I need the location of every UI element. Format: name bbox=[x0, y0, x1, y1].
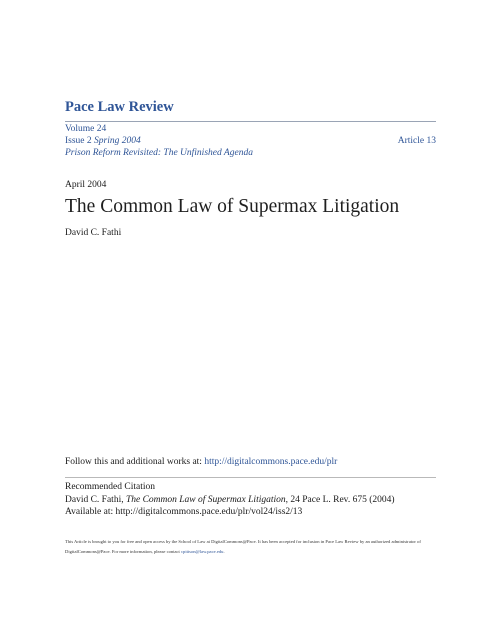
disclaimer-body: This Article is brought to you for free and open access by the School of Law at DigitalCommons@Pace. It has been accepted for inclusion in Pace Law Review by an authorized administrator of DigitalCommons@Pace. For more information, please contact bbox=[65, 539, 421, 554]
citation-reference: , 24 Pace L. Rev. 675 (2004) bbox=[285, 495, 395, 505]
author-name: David C. Fathi bbox=[65, 228, 122, 238]
disclaimer-text bbox=[65, 537, 437, 556]
volume-link[interactable]: Volume 24 bbox=[65, 124, 107, 134]
contact-email-link[interactable]: cpittson@law.pace.edu bbox=[181, 548, 224, 554]
citation-author: David C. Fathi, bbox=[65, 495, 126, 505]
available-at-line: Available at: http://digitalcommons.pace.edu/plr/vol24/iss2/13 bbox=[65, 507, 303, 517]
issue-number: Issue 2 bbox=[65, 136, 92, 146]
article-title: The Common Law of Supermax Litigation bbox=[65, 196, 400, 217]
disclaimer-end: . bbox=[223, 548, 225, 554]
article-number-link[interactable]: Article 13 bbox=[397, 136, 436, 146]
follow-line bbox=[65, 457, 337, 467]
citation-divider bbox=[65, 477, 436, 478]
symposium-link[interactable]: Prison Reform Revisited: The Unfinished Agenda bbox=[65, 148, 253, 158]
repository-link[interactable]: http://digitalcommons.pace.edu/plr bbox=[204, 457, 338, 467]
citation-text bbox=[65, 495, 395, 505]
journal-title[interactable]: Pace Law Review bbox=[65, 99, 174, 115]
publication-date: April 2004 bbox=[65, 180, 107, 190]
issue-season: Spring 2004 bbox=[94, 136, 141, 146]
citation-title: The Common Law of Supermax Litigation bbox=[125, 495, 286, 505]
issue-link[interactable] bbox=[65, 136, 141, 146]
follow-prefix: Follow this and additional works at: bbox=[65, 457, 205, 467]
recommended-citation-heading: Recommended Citation bbox=[65, 482, 155, 492]
header-divider bbox=[65, 121, 436, 122]
